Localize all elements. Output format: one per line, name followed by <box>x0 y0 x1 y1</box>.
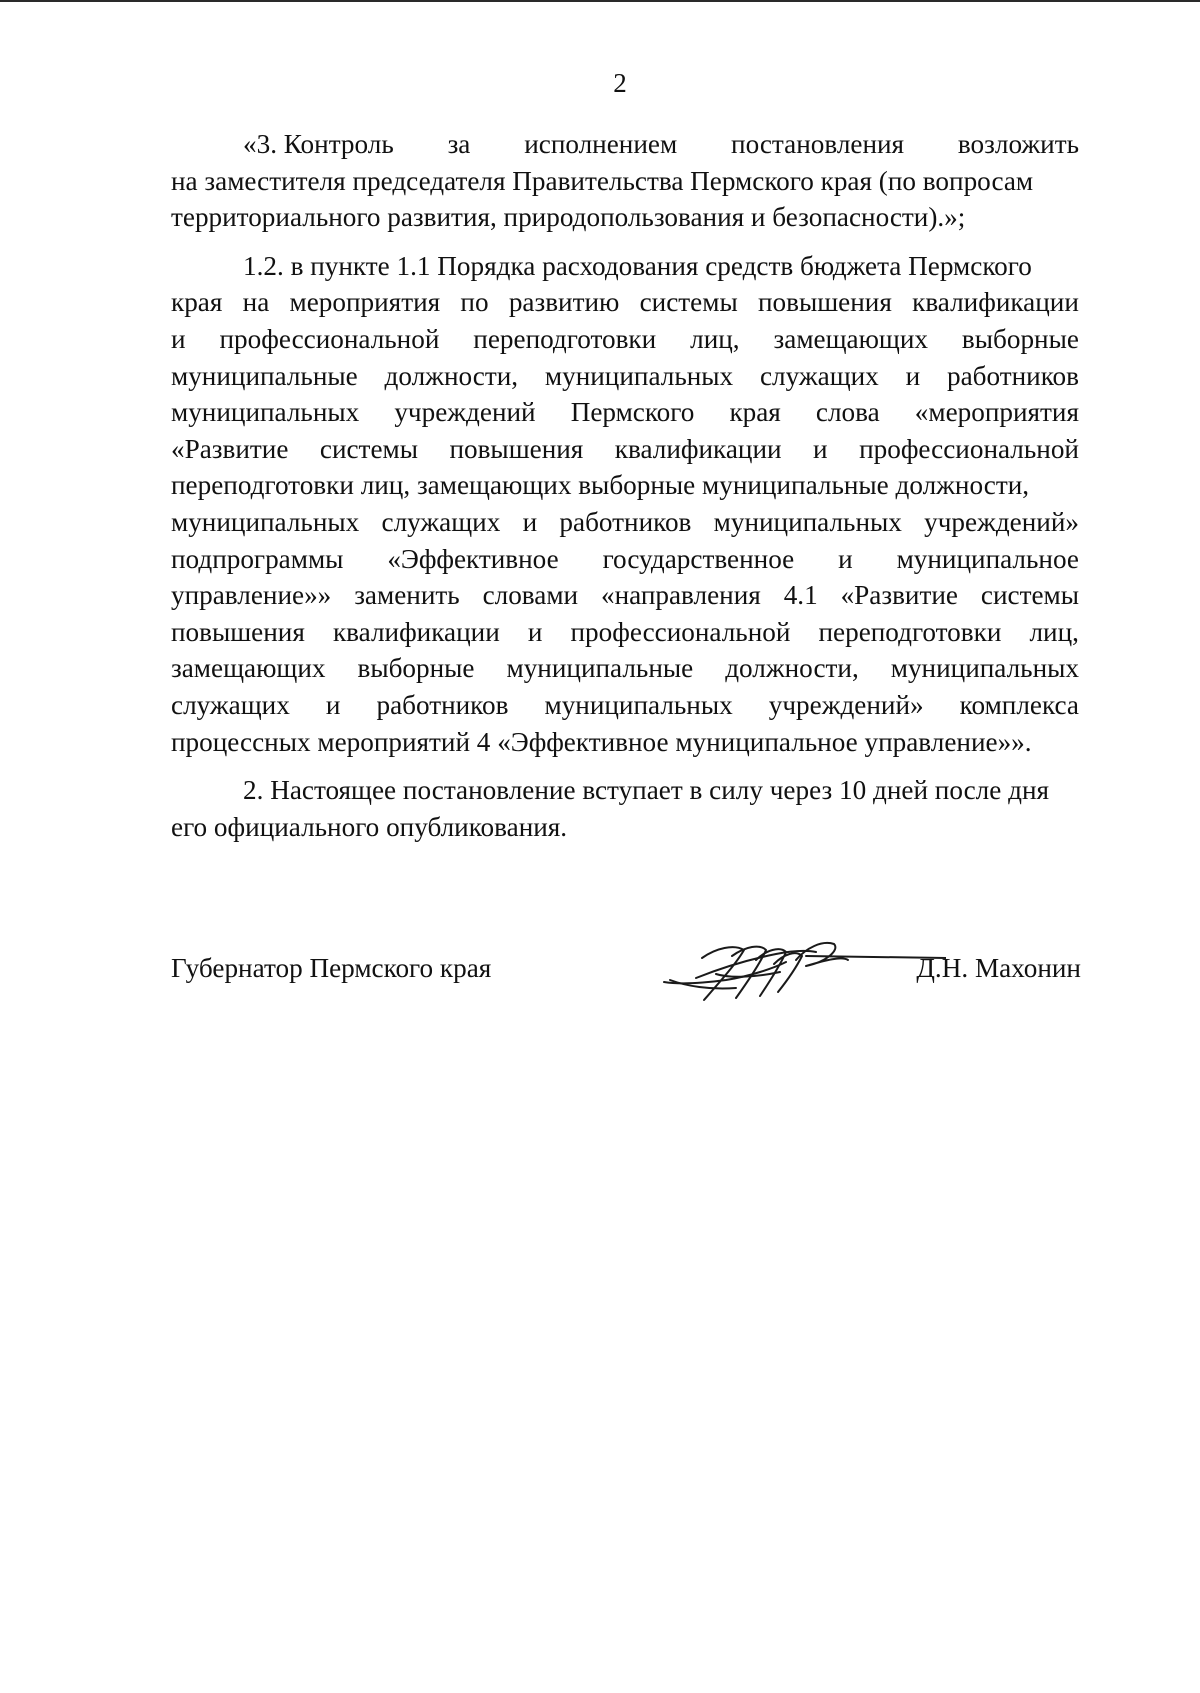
word: квалификации <box>614 433 782 464</box>
text-line: процессных мероприятий 4 «Эффективное муниципальное управление»». <box>171 726 1032 757</box>
word: служащих <box>381 506 501 537</box>
word: повышения <box>449 433 584 464</box>
word: края <box>171 287 223 318</box>
word: должности, <box>384 360 519 391</box>
word: развитию <box>508 287 620 318</box>
text-line <box>171 687 1079 724</box>
word: повышения <box>171 616 305 647</box>
signatory-title: Губернатор Пермского края <box>171 953 492 983</box>
word: учреждений <box>394 397 536 428</box>
word: служащих <box>759 360 879 391</box>
signature-block <box>171 950 1081 1010</box>
word: управление»» <box>171 580 332 611</box>
paragraph-gap <box>171 760 1079 772</box>
word: слова <box>815 397 880 428</box>
word: учреждений» <box>924 506 1079 537</box>
word: муниципальные <box>506 653 694 684</box>
top-edge-line <box>0 0 1200 2</box>
word: лиц, <box>1029 616 1079 647</box>
word: по <box>460 287 489 318</box>
word: системы <box>639 287 738 318</box>
word: «Развитие <box>171 433 289 464</box>
word: квалификации <box>912 287 1079 318</box>
word: системы <box>319 433 418 464</box>
word: профессиональной <box>570 616 791 647</box>
word: системы <box>980 580 1079 611</box>
word: и <box>325 689 341 720</box>
paragraph <box>171 126 1079 236</box>
word: словами <box>482 580 579 611</box>
word: комплекса <box>959 689 1079 720</box>
word: переподготовки <box>473 323 657 354</box>
word: мероприятия <box>289 287 441 318</box>
handwritten-signature <box>656 934 946 1004</box>
text-line: переподготовки лиц, замещающих выборные муниципальные должности, <box>171 470 1030 501</box>
word: работников <box>559 506 692 537</box>
word: исполнением <box>524 129 678 159</box>
word: служащих <box>171 689 290 720</box>
word: «мероприятия <box>914 397 1079 428</box>
word: профессиональной <box>859 433 1079 464</box>
word: за <box>447 129 471 159</box>
paragraph-gap <box>171 236 1079 248</box>
word: замещающих <box>171 653 326 684</box>
text-line <box>171 126 1079 163</box>
word: 4.1 <box>783 580 818 611</box>
text-line: на заместителя председателя Правительства Пермского края (по вопросам <box>171 165 1034 196</box>
word: Пермского <box>570 397 695 428</box>
text-line: его официального опубликования. <box>171 811 568 842</box>
text-line: 2. Настоящее постановление вступает в силу через 10 дней после дня <box>243 775 1050 806</box>
word: края <box>729 397 781 428</box>
word: на <box>242 287 270 318</box>
word: должности, <box>725 653 859 684</box>
word: выборные <box>961 323 1079 354</box>
text-line <box>171 321 1079 358</box>
text-line <box>171 284 1079 321</box>
page-number: 2 <box>613 68 627 98</box>
word: муниципальных <box>544 689 733 720</box>
word: профессиональной <box>219 323 440 354</box>
word: выборные <box>357 653 475 684</box>
word: лиц, <box>690 323 740 354</box>
text-line <box>171 504 1079 541</box>
text-line <box>171 650 1079 687</box>
word: работников <box>376 689 509 720</box>
text-line <box>171 614 1079 651</box>
word: повышения <box>757 287 892 318</box>
word: учреждений» <box>768 689 924 720</box>
word: муниципальных <box>713 506 902 537</box>
word: муниципальных <box>544 360 734 391</box>
word: и <box>171 323 186 354</box>
word: заменить <box>354 580 460 611</box>
word: муниципальные <box>171 360 358 391</box>
text-line <box>171 358 1079 395</box>
paragraph <box>171 772 1079 845</box>
word: государственное <box>602 543 795 574</box>
document-body <box>171 126 1079 845</box>
text-line: 1.2. в пункте 1.1 Порядка расходования средств бюджета Пермского <box>243 250 1032 281</box>
word: и <box>527 616 543 647</box>
text-line <box>171 577 1079 614</box>
word: и <box>522 506 538 537</box>
text-line: территориального развития, природопользования и безопасности).»; <box>171 202 966 233</box>
word: и <box>838 543 853 574</box>
text-line <box>171 394 1079 431</box>
word: «направления <box>601 580 761 611</box>
word: переподготовки <box>818 616 1002 647</box>
word: «3. Контроль <box>243 129 394 159</box>
word: муниципальных <box>171 506 360 537</box>
text-line <box>171 541 1079 578</box>
word: «Развитие <box>840 580 958 611</box>
paragraph <box>171 248 1079 760</box>
word: «Эффективное <box>387 543 559 574</box>
word: квалификации <box>332 616 500 647</box>
signatory-name: Д.Н. Махонин <box>916 953 1081 983</box>
word: постановления <box>731 129 905 159</box>
word: муниципальных <box>890 653 1079 684</box>
word: работников <box>947 360 1079 391</box>
word: муниципальных <box>171 397 360 428</box>
word: и <box>813 433 828 464</box>
text-line <box>171 431 1079 468</box>
word: возложить <box>957 129 1079 159</box>
word: замещающих <box>773 323 928 354</box>
word: муниципальное <box>896 543 1079 574</box>
word: подпрограммы <box>171 543 344 574</box>
word: и <box>905 360 921 391</box>
